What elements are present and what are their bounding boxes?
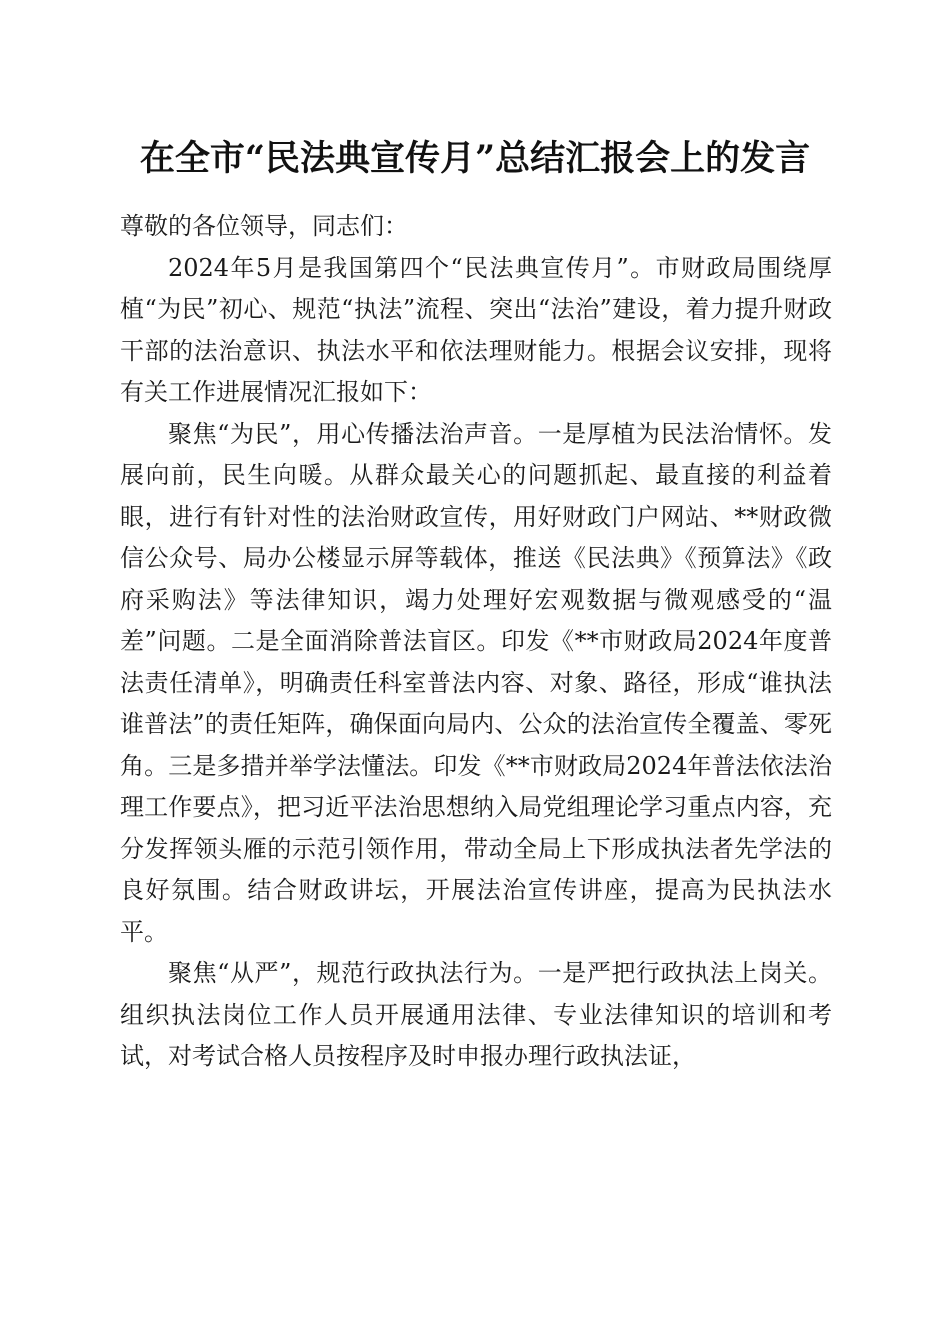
document-body bbox=[120, 206, 832, 1078]
paragraph-for-the-people: 聚焦“为民”，用心传播法治声音。一是厚植为民法治情怀。发展向前，民生向暖。从群众最关心的问题抓起、最直接的利益着眼，进行有针对性的法治财政宣传，用好财政门户网站、**财政微信公众号、局办公楼显示屏等载体，推送《民法典》《预算法》《政府采购法》等法律知识，竭力处理好宏观数据与微观感受的“温差”问题。二是全面消除普法盲区。印发《**市财政局2024年度普法责任清单》，明确责任科室普法内容、对象、路径，形成“谁执法谁普法”的责任矩阵，确保面向局内、公众的法治宣传全覆盖、零死角。三是多措并举学法懂法。印发《**市财政局2024年普法依法治理工作要点》，把习近平法治思想纳入局党组理论学习重点内容，充分发挥领头雁的示范引领作用，带动全局上下形成执法者先学法的良好氛围。结合财政讲坛，开展法治宣传讲座，提高为民执法水平。 bbox=[120, 419, 832, 946]
paragraph-strict-enforcement: 聚焦“从严”，规范行政执法行为。一是严把行政执法上岗关。组织执法岗位工作人员开展通用法律、专业法律知识的培训和考试，对考试合格人员按程序及时申报办理行政执法证， bbox=[120, 959, 832, 1070]
paragraph-intro: 2024年5月是我国第四个“民法典宣传月”。市财政局围绕厚植“为民”初心、规范“执法”流程、突出“法治”建设，着力提升财政干部的法治意识、执法水平和依法理财能力。根据会议安排，现将有关工作进展情况汇报如下： bbox=[120, 253, 832, 406]
salutation: 尊敬的各位领导，同志们： bbox=[120, 212, 408, 240]
document-title: 在全市“民法典宣传月”总结汇报会上的发言 bbox=[139, 138, 811, 179]
